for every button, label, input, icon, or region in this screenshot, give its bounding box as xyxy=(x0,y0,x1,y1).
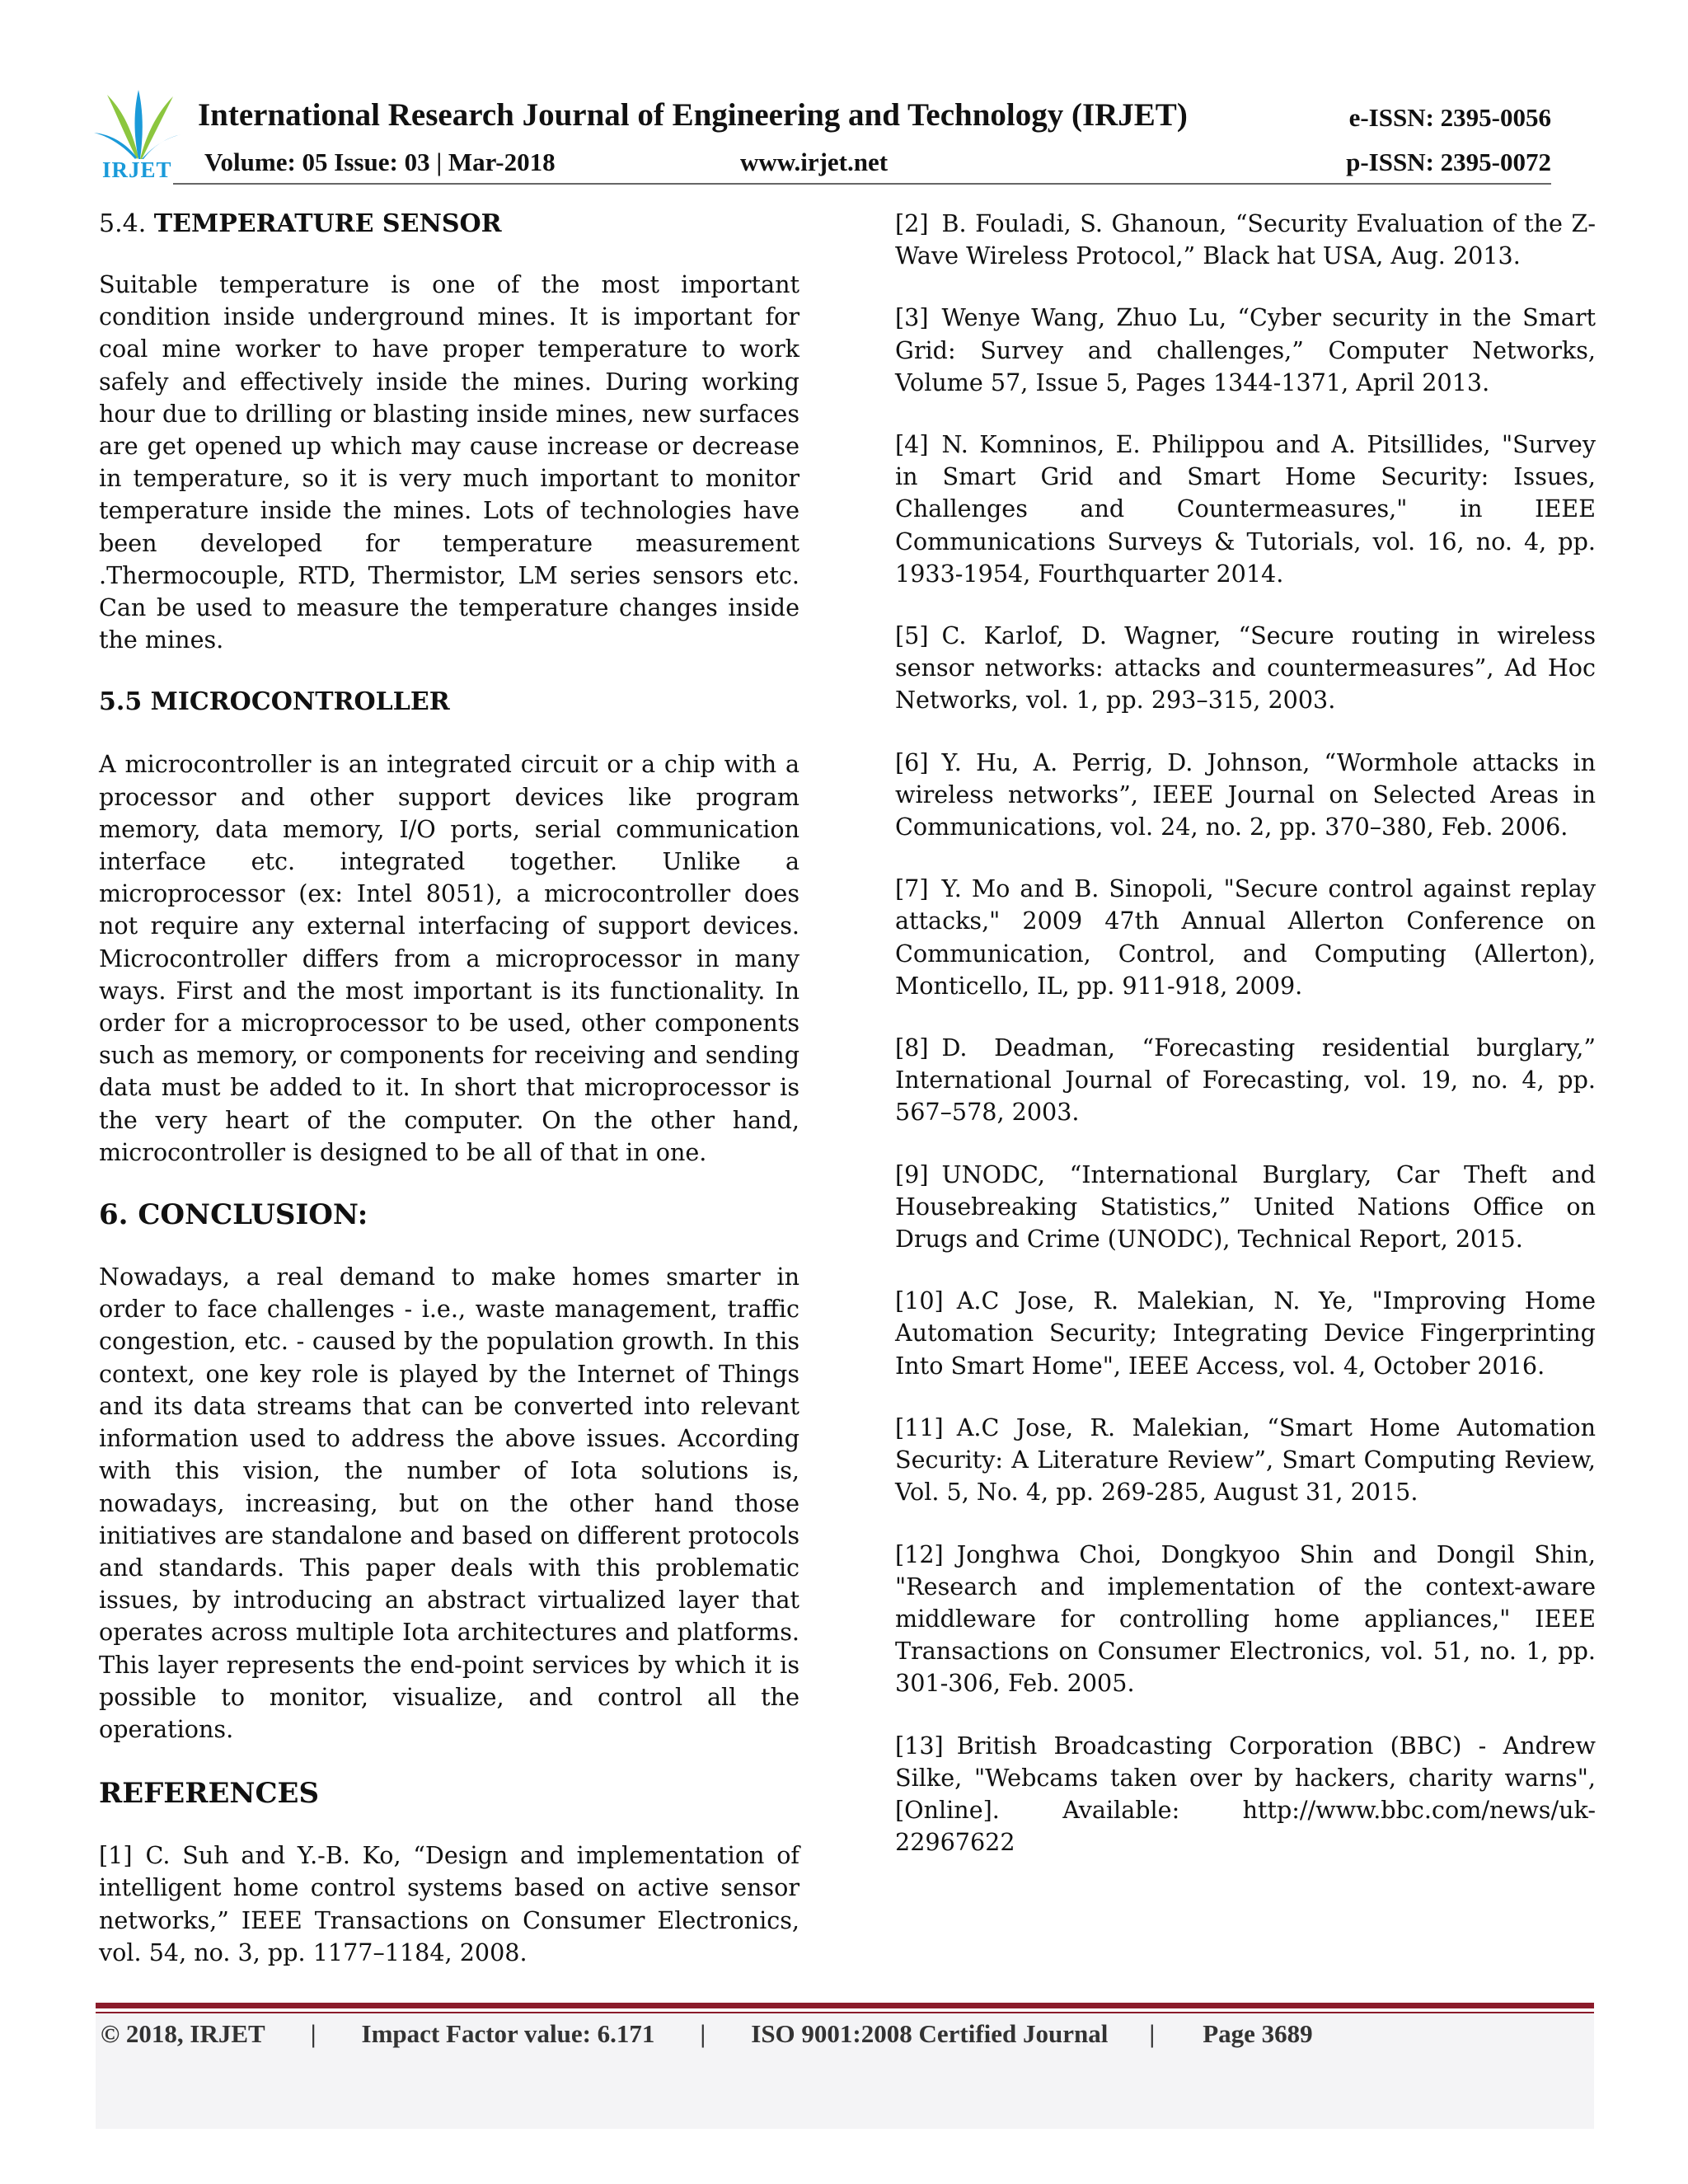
reference-number: [4] xyxy=(895,430,929,459)
reference-text: Wenye Wang, Zhuo Lu, “Cyber security in the Smart Grid: Survey and challenges,” Computer Networks, Volume 57, Issue 5, Pages 1344-1371, April 2013. xyxy=(895,303,1596,396)
section-5-4-title: TEMPERATURE SENSOR xyxy=(153,209,502,238)
left-column xyxy=(99,208,799,1969)
reference-item xyxy=(895,747,1596,844)
footer-iso: ISO 9001:2008 Certified Journal xyxy=(751,2019,1109,2048)
footer-rule xyxy=(96,2003,1594,2008)
journal-website: www.irjet.net xyxy=(740,148,889,176)
footer-impact-factor: Impact Factor value: 6.171 xyxy=(361,2019,655,2048)
footer-separator: | xyxy=(310,2019,316,2048)
reference-text: A.C Jose, R. Malekian, N. Ye, "Improving Home Automation Security; Integrating Device Fingerprinting Into Smart Home", IEEE Access, vol. 4, October 2016. xyxy=(895,1286,1596,1380)
reference-text: N. Komninos, E. Philippou and A. Pitsillides, "Survey in Smart Grid and Smart Home Security: Issues, Challenges and Countermeasures," in IEEE Communications Surveys & Tutorials, vol. 16, no. 4, pp. 1933-1954, Fourthquarter 2014. xyxy=(895,430,1596,588)
reference-item xyxy=(895,429,1596,590)
reference-number: [13] xyxy=(895,1731,944,1760)
reference-text: UNODC, “International Burglary, Car Theft and Housebreaking Statistics,” United Nations Office on Drugs and Crime (UNODC), Technical Report, 2015. xyxy=(895,1160,1596,1254)
reference-item xyxy=(895,873,1596,1002)
reference-number: [10] xyxy=(895,1286,944,1315)
footer-page-number: Page 3689 xyxy=(1203,2019,1313,2048)
section-5-4-heading xyxy=(99,208,799,241)
volume-issue: Volume: 05 Issue: 03 | Mar-2018 xyxy=(204,148,556,176)
reference-item xyxy=(895,1539,1596,1700)
footer-separator: | xyxy=(700,2019,706,2048)
reference-number: [5] xyxy=(895,621,929,650)
reference-number: [9] xyxy=(895,1160,929,1188)
reference-item xyxy=(895,620,1596,717)
reference-text: Y. Hu, A. Perrig, D. Johnson, “Wormhole attacks in wireless networks”, IEEE Journal on Selected Areas in Communications, vol. 24, no. 2, pp. 370–380, Feb. 2006. xyxy=(895,748,1596,841)
reference-number: [8] xyxy=(895,1033,929,1062)
section-5-4-number: 5.4. xyxy=(99,209,154,238)
references-heading: REFERENCES xyxy=(99,1777,320,1811)
footer-copyright: © 2018, IRJET xyxy=(101,2019,265,2048)
leaf-logo-icon xyxy=(92,87,181,162)
section-6-body: Nowadays, a real demand to make homes smarter in order to face challenges - i.e., waste management, traffic congestion, etc. - caused by the population growth. In this context, one key role is played by the Internet of Things and its data streams that can be converted into relevant information used to address the above issues. According with this vision, the number of Iota solutions is, nowadays, increasing, but on the other hand those initiatives are standalone and based on different protocols and standards. This paper deals with this problematic issues, by introducing an abstract virtualized layer that operates across multiple Iota architectures and platforms. This layer represents the end-point services by which it is possible to monitor, visualize, and control all the operations. xyxy=(99,1263,799,1743)
reference-number: [7] xyxy=(895,874,929,903)
reference-text: B. Fouladi, S. Ghanoun, “Security Evaluation of the Z-Wave Wireless Protocol,” Black hat USA, Aug. 2013. xyxy=(895,209,1596,270)
reference-text: C. Karlof, D. Wagner, “Secure routing in wireless sensor networks: attacks and countermeasures”, Ad Hoc Networks, vol. 1, pp. 293–315, 2003. xyxy=(895,621,1596,715)
logo-text: IRJET xyxy=(102,157,172,182)
right-column xyxy=(895,208,1596,1858)
section-5-4-body: Suitable temperature is one of the most important condition inside underground mines. It is important for coal mine worker to have proper temperature to work safely and effectively inside the mines. During working hour due to drilling or blasting inside mines, new surfaces are get opened up which may cause increase or decrease in temperature, so it is very much important to monitor temperature inside the mines. Lots of technologies have been developed for temperature measurement .Thermocouple, RTD, Thermistor, LM series sensors etc. Can be used to measure the temperature changes inside the mines. xyxy=(99,270,799,654)
reference-number: [3] xyxy=(895,303,929,332)
reference-text: A.C Jose, R. Malekian, “Smart Home Automation Security: A Literature Review”, Smart Computing Review, Vol. 5, No. 4, pp. 269-285, August 31, 2015. xyxy=(895,1413,1596,1507)
reference-text: British Broadcasting Corporation (BBC) - Andrew Silke, "Webcams taken over by hackers, charity warns", [Online]. Available: http://www.bbc.com/news/uk-22967622 xyxy=(895,1731,1596,1857)
section-5-5-heading: 5.5 MICROCONTROLLER xyxy=(99,687,450,717)
reference-item xyxy=(895,1412,1596,1509)
eissn: e-ISSN: 2395-0056 xyxy=(1348,103,1551,132)
reference-item xyxy=(895,302,1596,399)
pissn: p-ISSN: 2395-0072 xyxy=(1346,148,1551,176)
reference-text: Y. Mo and B. Sinopoli, "Secure control against replay attacks," 2009 47th Annual Allerton Conference on Communication, Control, and Computing (Allerton), Monticello, IL, pp. 911-918, 2009. xyxy=(895,874,1596,1000)
header-rule xyxy=(173,183,1551,185)
reference-number: [12] xyxy=(895,1540,944,1568)
reference-text: C. Suh and Y.-B. Ko, “Design and implementation of intelligent home control systems based on active sensor networks,” IEEE Transactions on Consumer Electronics, vol. 54, no. 3, pp. 1177–1184, 2008. xyxy=(99,1841,799,1966)
page-footer xyxy=(101,2019,1584,2049)
section-6-heading: 6. CONCLUSION: xyxy=(99,1198,368,1232)
reference-text: Jonghwa Choi, Dongkyoo Shin and Dongil Shin, "Research and implementation of the context-aware middleware for controlling home appliances," IEEE Transactions on Consumer Electronics, vol. 51, no. 1, pp. 301-306, Feb. 2005. xyxy=(895,1540,1596,1698)
reference-item xyxy=(895,1285,1596,1382)
page-header xyxy=(92,87,1551,185)
reference-item xyxy=(895,1159,1596,1256)
reference-item xyxy=(895,208,1596,272)
reference-text: D. Deadman, “Forecasting residential burglary,” International Journal of Forecasting, vol. 19, no. 4, pp. 567–578, 2003. xyxy=(895,1033,1596,1127)
reference-number: [2] xyxy=(895,209,929,237)
journal-title: International Research Journal of Engineering and Technology (IRJET) xyxy=(198,97,1188,133)
reference-number: [6] xyxy=(895,748,929,776)
section-5-5-body: A microcontroller is an integrated circuit or a chip with a processor and other support devices like program memory, data memory, I/O ports, serial communication interface etc. integrated together. Unlike a microprocessor (ex: Intel 8051), a microcontroller does not require any external interfacing of support devices. Microcontroller differs from a microprocessor in many ways. First and the most important is its functionality. In order for a microprocessor to be used, other components such as memory, or components for receiving and sending data must be added to it. In short that microprocessor is the very heart of the computer. On the other hand, microcontroller is designed to be all of that in one. xyxy=(99,750,799,1166)
reference-item xyxy=(895,1730,1596,1859)
reference-item xyxy=(99,1840,799,1969)
reference-number: [11] xyxy=(895,1413,944,1441)
footer-separator: | xyxy=(1149,2019,1156,2048)
reference-number: [1] xyxy=(99,1841,133,1870)
reference-item xyxy=(895,1032,1596,1129)
irjet-logo-icon xyxy=(92,87,181,184)
